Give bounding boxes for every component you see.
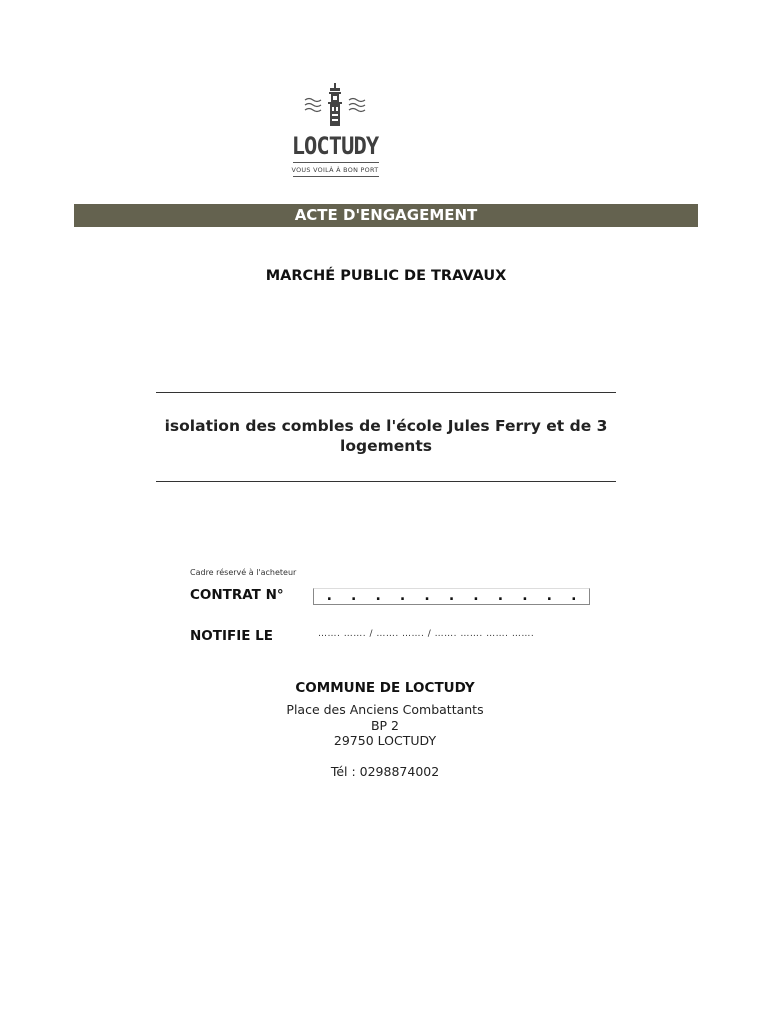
contract-slot: . <box>375 588 381 604</box>
logo-name: LOCTUDY <box>291 132 379 160</box>
contract-slot: . <box>473 588 479 604</box>
notify-date-field[interactable]: ……. ……. / ……. ……. / ……. ……. ……. ……. <box>318 629 535 639</box>
buyer-phone: Tél : 0298874002 <box>330 764 440 779</box>
contract-slot: . <box>546 588 552 604</box>
logo-divider <box>293 162 379 163</box>
contract-slot: . <box>399 588 406 604</box>
reserved-label: Cadre réservé à l'acheteur <box>190 568 297 577</box>
contract-slot: . <box>424 588 430 604</box>
project-title: isolation des combles de l'école Jules Ferry et de 3 logements <box>164 417 608 455</box>
logo-tagline: VOUS VOILÀ À BON PORT <box>291 166 379 174</box>
contract-slot: . <box>497 588 504 604</box>
contract-slot: . <box>351 588 357 604</box>
document-subtitle: MARCHÉ PUBLIC DE TRAVAUX <box>265 268 507 284</box>
contract-label: CONTRAT N° <box>190 587 284 603</box>
contract-slot: . <box>448 588 455 604</box>
buyer-address-line3: 29750 LOCTUDY <box>333 733 437 748</box>
loctudy-logo <box>285 82 385 184</box>
notify-label: NOTIFIE LE <box>190 628 273 644</box>
buyer-address-line2: BP 2 <box>370 718 400 733</box>
buyer-address-line1: Place des Anciens Combattants <box>286 702 484 717</box>
contract-slot: . <box>522 588 528 604</box>
divider-bottom <box>156 481 616 482</box>
divider-top <box>156 392 616 393</box>
lighthouse-waves-icon <box>303 82 367 130</box>
contract-slot: . <box>571 588 577 604</box>
buyer-name: COMMUNE DE LOCTUDY <box>295 680 475 696</box>
contract-number-field[interactable] <box>313 588 590 605</box>
document-banner: ACTE D'ENGAGEMENT <box>74 204 698 227</box>
contract-slot: . <box>326 588 332 604</box>
logo-divider <box>293 176 379 177</box>
